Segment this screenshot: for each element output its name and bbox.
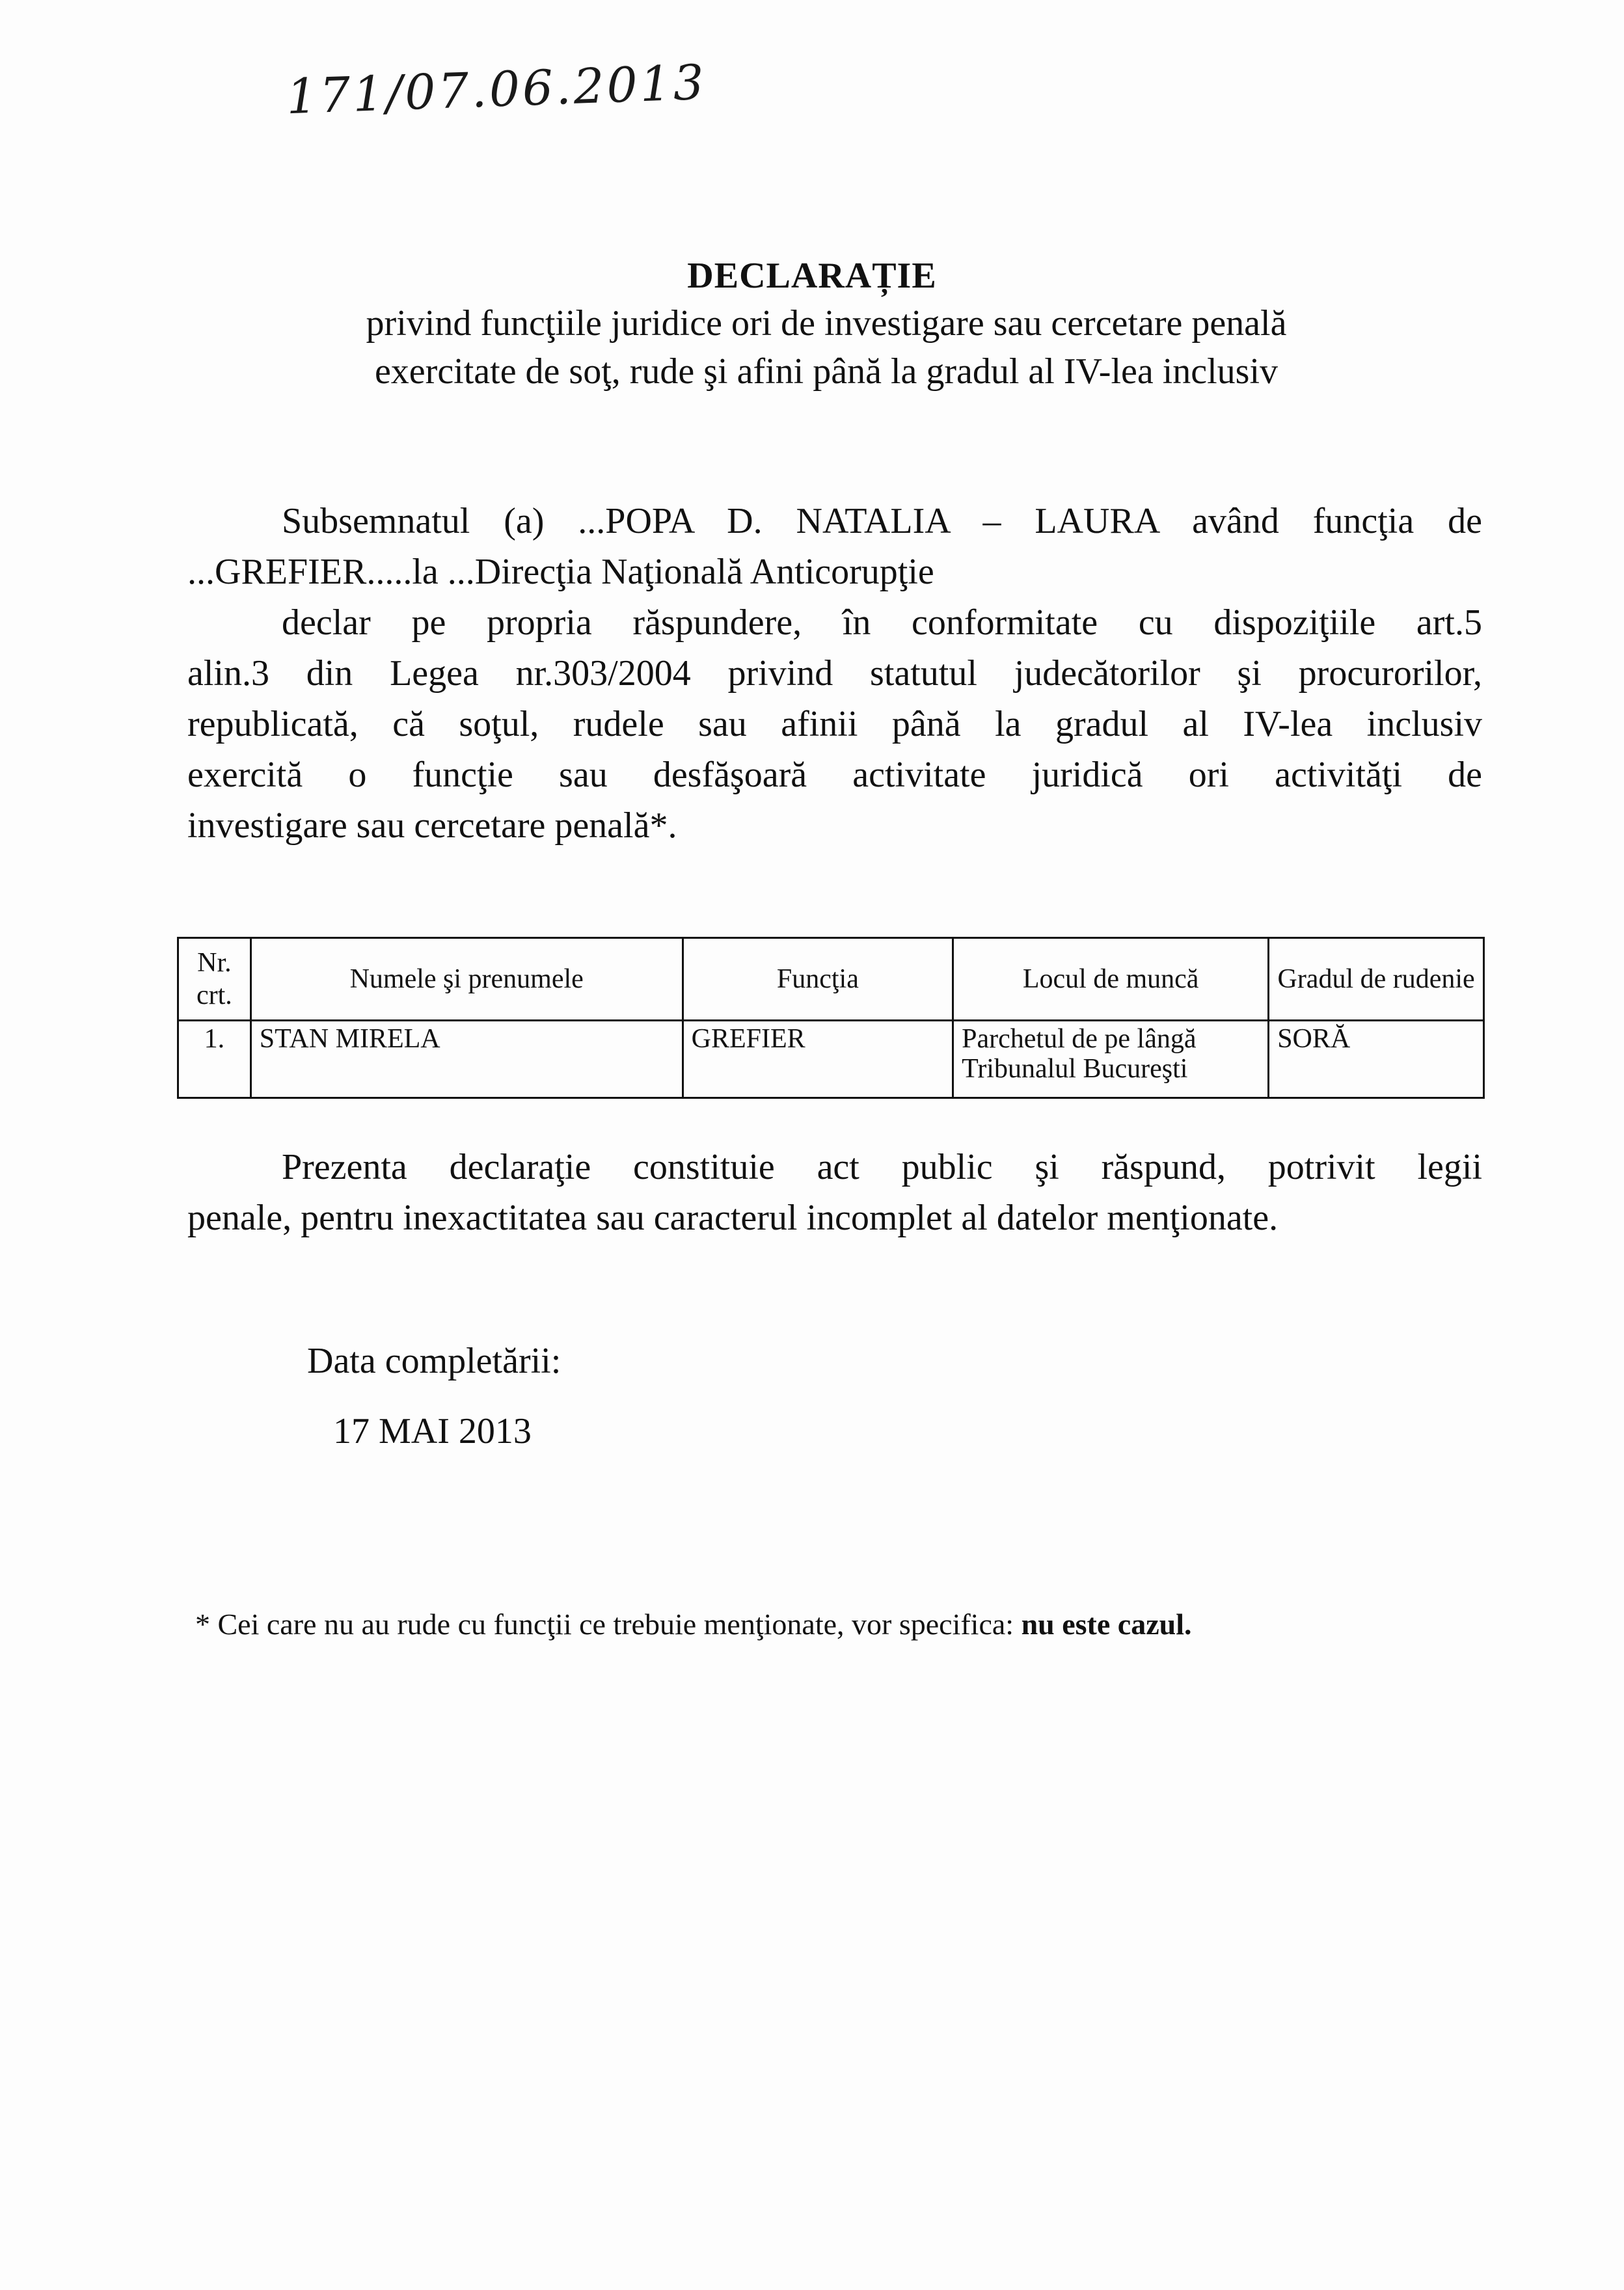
date-value: 17 MAI 2013 (333, 1411, 532, 1451)
handwritten-registration-number: 171/07.06.2013 (285, 54, 708, 126)
document-title: DECLARAȚIE (687, 256, 937, 296)
closing-line: penale, pentru inexactitatea sau caracterul incomplet al datelor menţionate. (187, 1198, 1279, 1238)
declaration-line: exercită o funcţie sau desfăşoară activitate juridică ori activităţi de (187, 755, 1482, 795)
declaration-line: republicată, că soţul, rudele sau afinii până la gradul al IV-lea inclusiv (187, 704, 1482, 744)
header-relation: Gradul de rudenie (1269, 938, 1484, 1021)
header-workplace: Locul de muncă (953, 938, 1269, 1021)
cell-workplace: Parchetul de pe lângă Tribunalul Bucureşti (953, 1021, 1269, 1098)
subtitle-line: exercitate de soţ, rude şi afini până la gradul al IV-lea inclusiv (374, 351, 1279, 392)
declaration-line: Subsemnatul (a) ...POPA D. NATALIA – LAURA având funcţia de (282, 501, 1482, 541)
cell-nr: 1. (178, 1021, 251, 1098)
footnote-text: * Cei care nu au rude cu funcţii ce trebuie menţionate, vor specifica: (195, 1608, 1014, 1641)
closing-line: Prezenta declaraţie constituie act public şi răspund, potrivit legii (282, 1147, 1482, 1187)
cell-relation: SORĂ (1269, 1021, 1484, 1098)
relatives-table (177, 937, 1485, 1099)
declaration-line: investigare sau cercetare penală*. (187, 805, 677, 846)
closing-paragraph (187, 1142, 1482, 1243)
header-name: Numele şi prenumele (250, 938, 683, 1021)
declaration-line: ...GREFIER.....la ...Direcţia Naţională Anticorupţie (187, 552, 934, 592)
table-row (178, 1021, 1484, 1098)
table-header-row (178, 938, 1484, 1021)
footnote (195, 1607, 1191, 1641)
subtitle-line: privind funcţiile juridice ori de investigare sau cercetare penală (366, 303, 1287, 344)
header-function: Funcţia (683, 938, 953, 1021)
declaration-line: declar pe propria răspundere, în conformitate cu dispoziţiile art.5 (282, 602, 1482, 643)
footnote-emphasis: nu este cazul. (1021, 1608, 1192, 1641)
declaration-line: alin.3 din Legea nr.303/2004 privind statutul judecătorilor şi procurorilor, (187, 653, 1482, 694)
cell-function: GREFIER (683, 1021, 953, 1098)
header-nr: Nr. crt. (178, 938, 251, 1021)
cell-name: STAN MIRELA (250, 1021, 683, 1098)
declaration-paragraph (187, 496, 1482, 851)
date-label: Data completării: (307, 1341, 562, 1381)
document-subtitle (195, 299, 1457, 396)
